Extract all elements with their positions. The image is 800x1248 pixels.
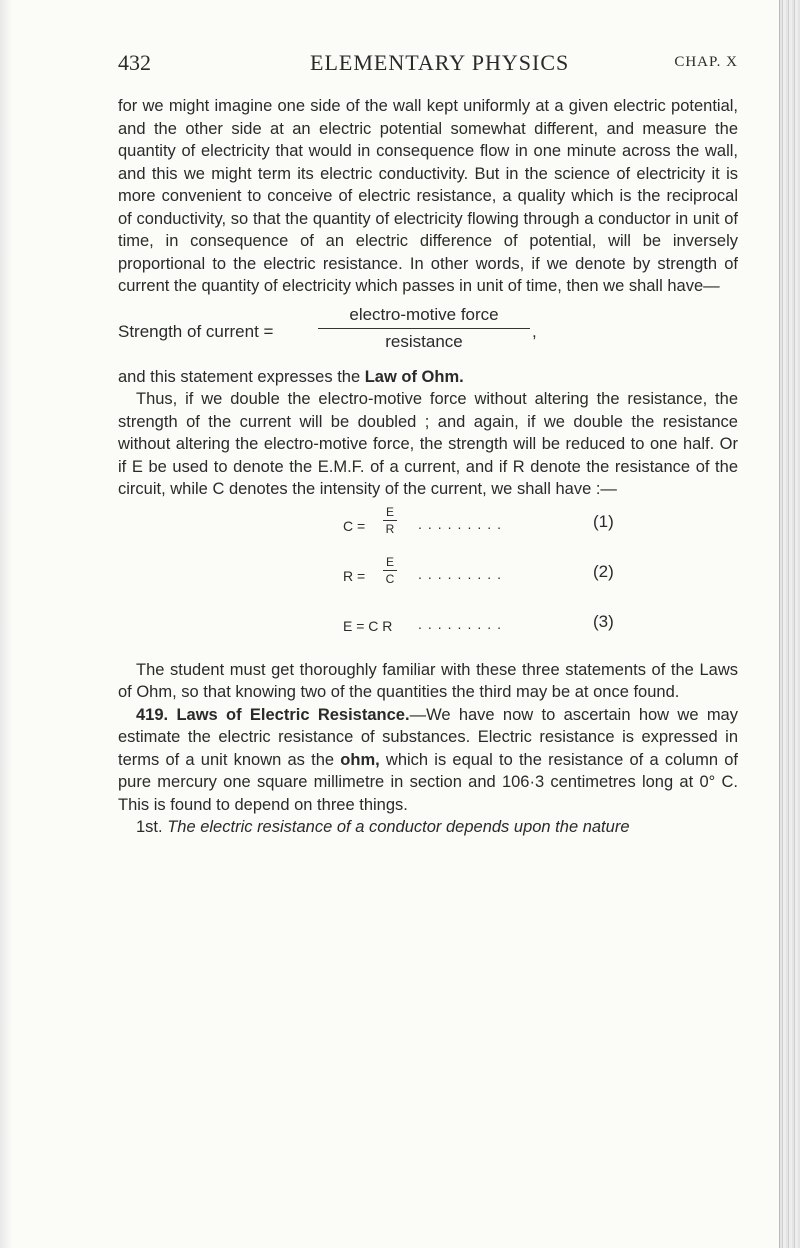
page-number: 432 [118, 50, 151, 75]
formula-trailing: , [532, 321, 537, 341]
equation-1 [118, 505, 738, 545]
paragraph-continuation: for we might imagine one side of the wall kept uniformly at a given electric potential, and the other side at an electric potential somewhat different, and measure the quantity of electricity that would in consequence flow in one minute across the wall, and this we might term its electric conductivity. But in the science of electricity it is more convenient to conceive of electric resistance, a quality which is the reciprocal of conductivity, so that the quantity of electricity flowing through a conductor in unit of time, in consequence of an electric difference of potential, will be inversely proportional to the electric resistance. In other words, if we denote by strength of current the quantity of electricity which passes in unit of time, then we shall have— [118, 97, 738, 295]
section-number: 419. [136, 705, 169, 724]
equation-lhs: R = [343, 567, 366, 584]
law-statement-text: and this statement expresses the [118, 367, 365, 386]
section-text-continued: which is equal to the resistance of a column of pure mercury one square millimetre in section and 106·3 centimetres long at 0° C. This is found to depend on three things. [118, 750, 738, 814]
leader-dots: ......... [418, 515, 508, 532]
list-item-label: 1st. [136, 818, 163, 836]
leader-dots: ......... [418, 615, 508, 632]
leader-dots: ......... [418, 565, 508, 582]
formula-denominator: resistance [385, 331, 463, 351]
page-header [118, 50, 738, 80]
equation-fraction [380, 555, 400, 586]
equation-3 [118, 605, 738, 645]
running-title: ELEMENTARY PHYSICS [310, 50, 570, 75]
section-title: Laws of Electric Resistance. [176, 705, 410, 724]
equation-numerator: E [385, 504, 394, 519]
fraction-bar [383, 570, 397, 571]
section-text: —We have now to ascertain how we may estimate the electric resistance of substances. Electric resistance is expressed in terms of a unit known as the [118, 705, 738, 769]
list-item-text: The electric resistance of a conductor depends upon the nature [167, 818, 630, 836]
equations-block [118, 505, 738, 655]
equation-denominator: C [385, 571, 395, 586]
equation-lhs: E = C R [343, 617, 393, 634]
section-419 [118, 704, 738, 817]
body-text [118, 95, 738, 839]
equation-number: (2) [593, 561, 614, 581]
ohm-law-word-formula [118, 304, 738, 364]
fraction-bar [318, 328, 530, 329]
equation-fraction [380, 505, 400, 536]
formula-lhs: Strength of current = [118, 321, 274, 341]
law-statement [118, 366, 738, 389]
chapter-label: CHAP. X [674, 54, 738, 70]
equation-lhs: C = [343, 517, 366, 534]
ohm-term: ohm, [340, 750, 380, 769]
fraction-bar [383, 520, 397, 521]
formula-numerator: electro-motive force [349, 304, 499, 324]
book-binding-edge [779, 0, 800, 1248]
equation-numerator: E [385, 554, 394, 569]
paragraph-student: The student must get thoroughly familiar with these three statements of the Laws of Ohm, so that knowing two of the quantities the third may be at once found. [118, 660, 738, 701]
list-item-first [118, 816, 738, 839]
equation-number: (1) [593, 511, 614, 531]
equation-2 [118, 555, 738, 595]
page-left-shadow [0, 0, 12, 1248]
equation-denominator: R [385, 521, 395, 536]
law-of-ohm-term: Law of Ohm. [364, 367, 464, 386]
equation-number: (3) [593, 611, 614, 631]
paragraph-doubling: Thus, if we double the electro-motive force without altering the resistance, the strength of the current will be doubled ; and again, if we double the resistance without altering the electro-motive force, the strength will be reduced to one half. Or if E be used to denote the E.M.F. of a current, and if R denote the resistance of the circuit, while C denotes the intensity of the current, we shall have :— [118, 390, 738, 498]
